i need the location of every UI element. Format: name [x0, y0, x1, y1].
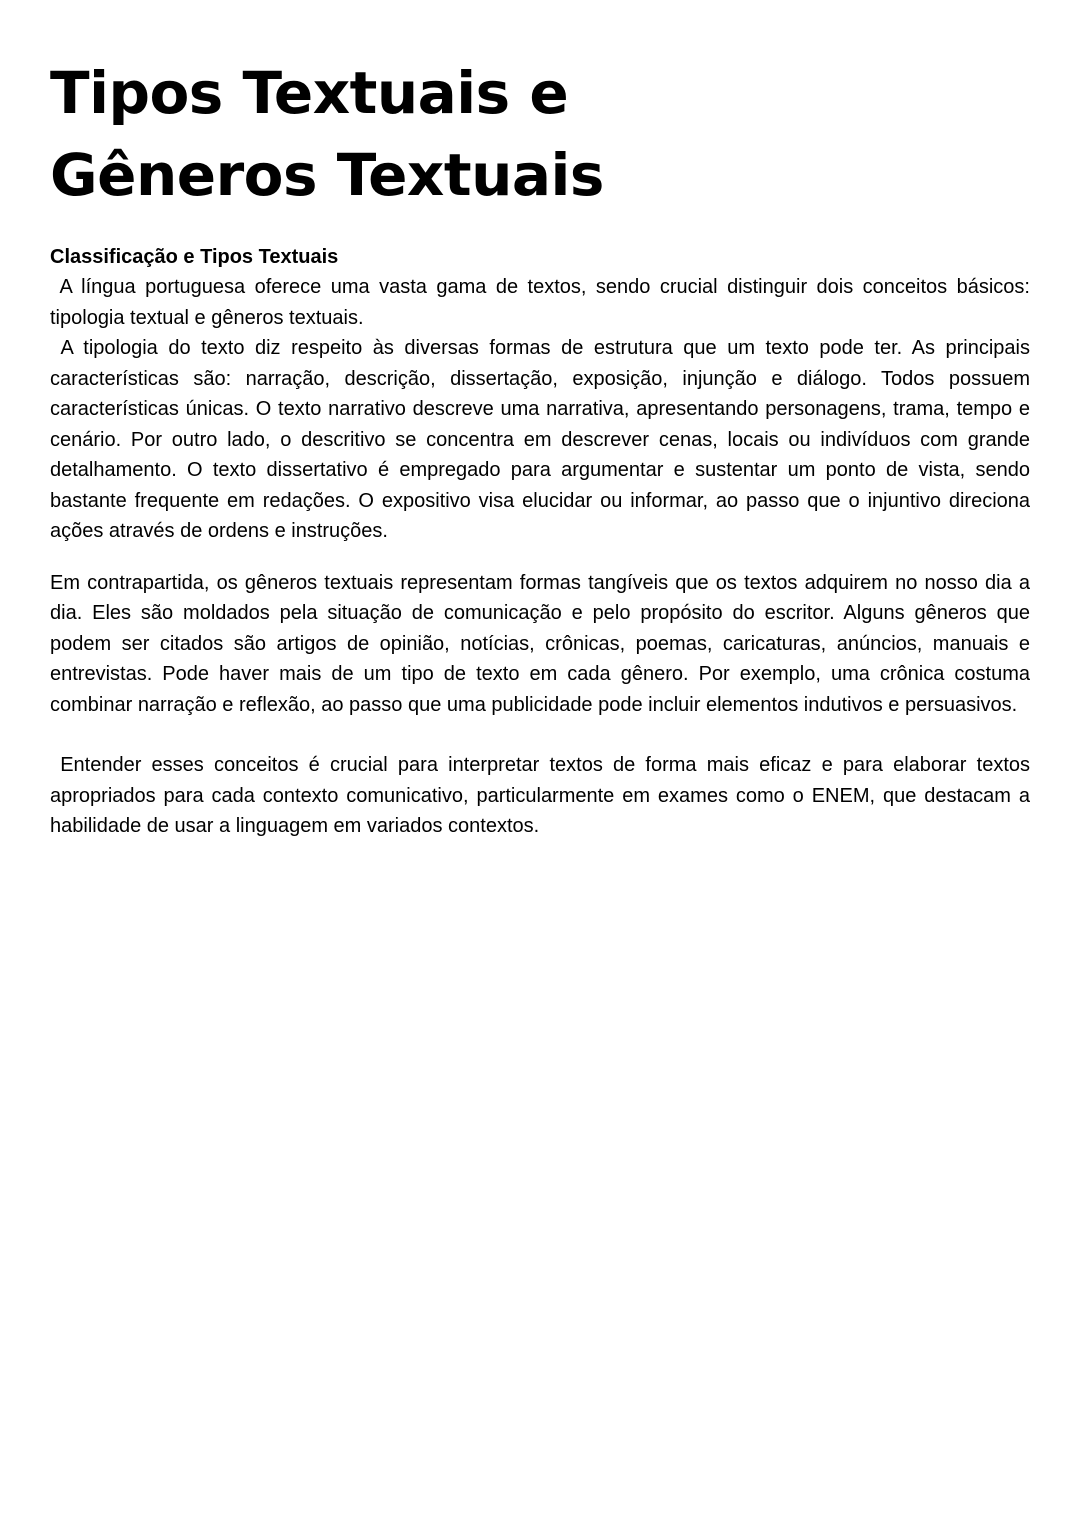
section-heading: Classificação e Tipos Textuais: [50, 246, 339, 268]
paragraph-tipologia: A tipologia do texto diz respeito às diversas formas de estrutura que um texto pode ter. As principais características são: narração, descrição, dissertação, exposição, injunção e diálogo. Todos possuem características únicas. O texto narrativo descreve uma narrativa, apresentando personagens, trama, tempo e cenário. Por outro lado, o descritivo se concentra em descrever cenas, locais ou indivíduos com grande detalhamento. O texto dissertativo é empregado para argumentar e sustentar um ponto de vista, sendo bastante frequente em redações. O expositivo visa elucidar ou informar, ao passo que o injuntivo direciona ações através de ordens e instruções.: [50, 337, 1036, 542]
paragraph-generos: Em contrapartida, os gêneros textuais representam formas tangíveis que os textos adquirem no nosso dia a dia. Eles são moldados pela situação de comunicação e pelo propósito do escritor. Alguns gêneros que podem ser citados são artigos de opinião, notícias, crônicas, poemas, caricaturas, anúncios, manuais e entrevistas. Pode haver mais de um tipo de texto em cada gênero. Por exemplo, uma crônica costuma combinar narração e reflexão, ao passo que uma publicidade pode incluir elementos indutivos e persuasivos.: [50, 571, 1036, 716]
paragraph-spacer: [50, 720, 1030, 750]
document-page: [50, 52, 1036, 842]
paragraph-intro: A língua portuguesa oferece uma vasta gama de textos, sendo crucial distinguir dois conceitos básicos: tipologia textual e gêneros textuais.: [50, 276, 1036, 329]
paragraph-conclusao: Entender esses conceitos é crucial para interpretar textos de forma mais eficaz e para elaborar textos apropriados para cada contexto comunicativo, particularmente em exames como o ENEM, que destacam a habilidade de usar a linguagem em variados contextos.: [50, 754, 1036, 837]
paragraph-spacer: [50, 547, 1030, 568]
document-title: Tipos Textuais e Gêneros Textuais: [50, 59, 604, 209]
